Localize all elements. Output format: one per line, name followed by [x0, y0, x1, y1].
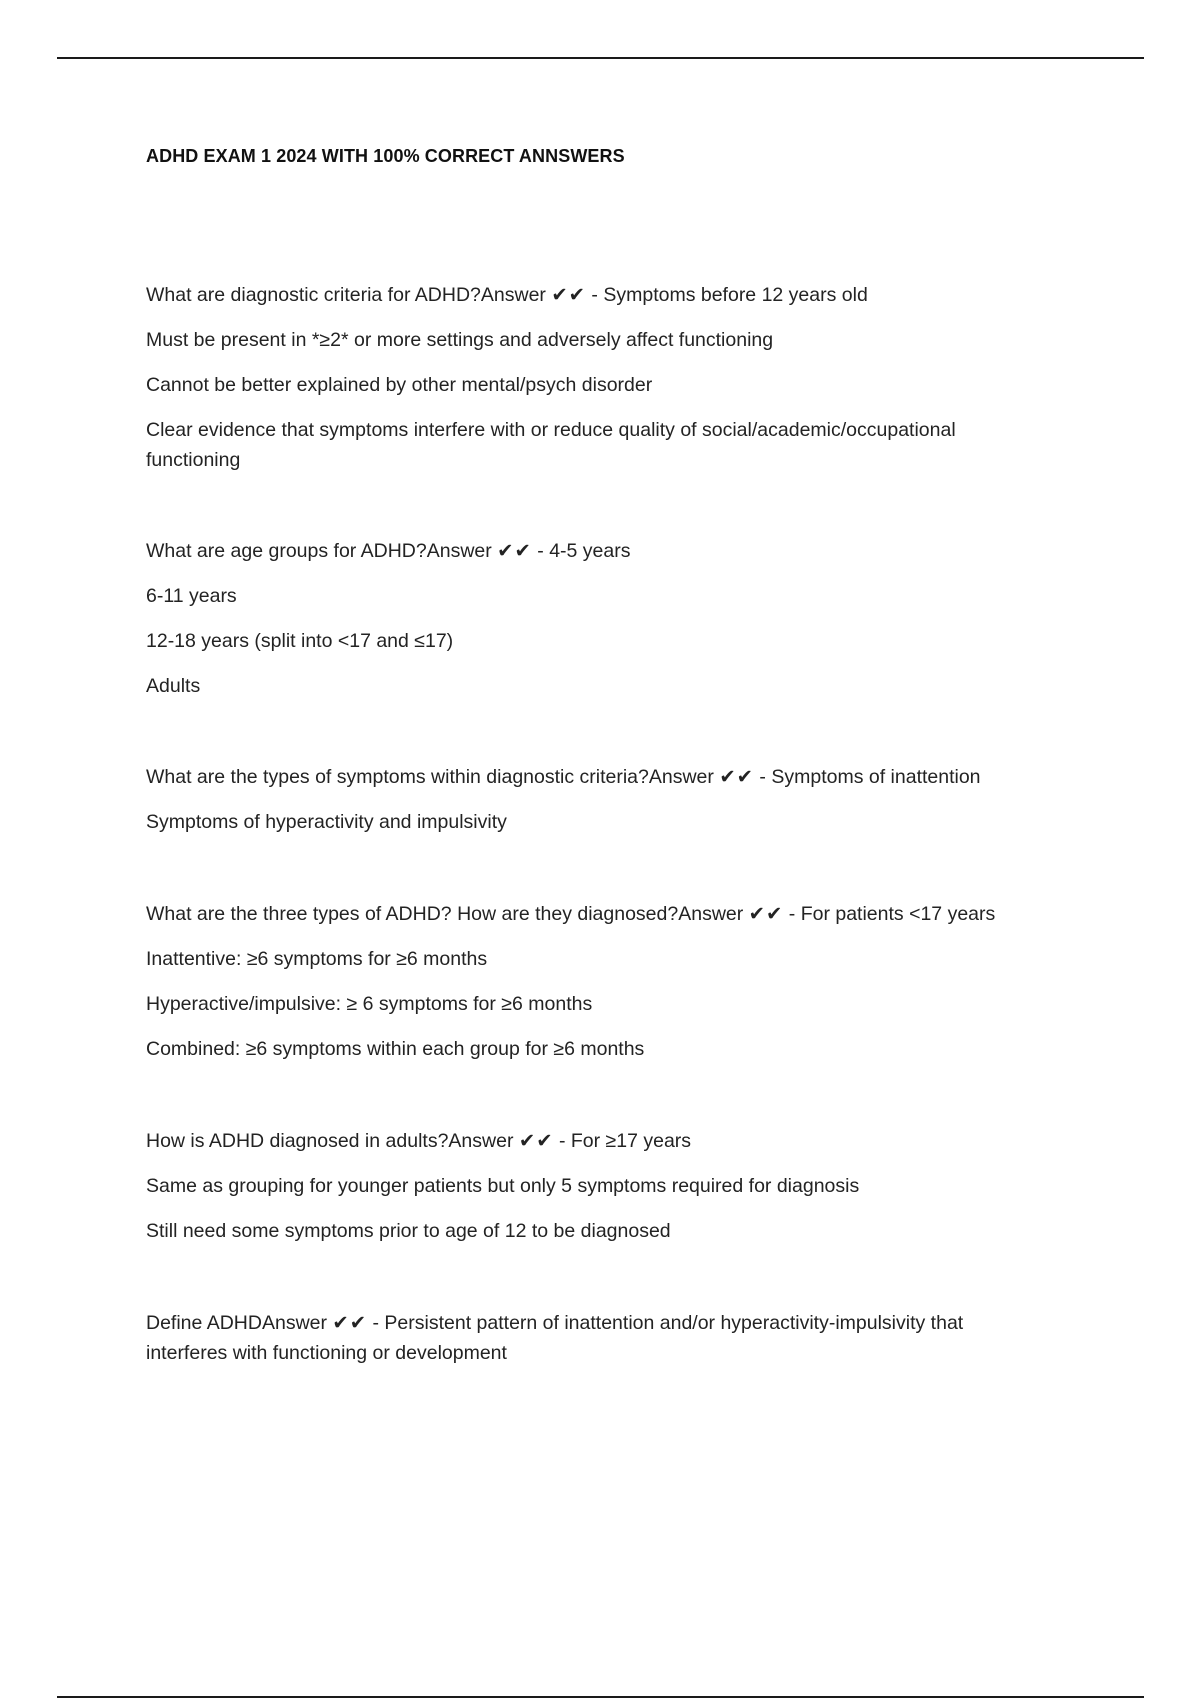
qa-block-age-groups [146, 536, 1046, 716]
answer-text: - Persistent pattern of inattention and/or hyperactivity-impulsivity that interferes with functioning or development [146, 1312, 964, 1364]
answer-detail: Hyperactive/impulsive: ≥ 6 symptoms for ≥6 months [146, 993, 593, 1015]
check-mark-icon: ✔✔ [719, 766, 755, 788]
answer-detail: Clear evidence that symptoms interfere with or reduce quality of social/academic/occupational functioning [146, 419, 956, 471]
answer-detail: Must be present in *≥2* or more settings and adversely affect functioning [146, 329, 774, 351]
answer-detail: Inattentive: ≥6 symptoms for ≥6 months [146, 948, 488, 970]
top-rule [57, 57, 1144, 59]
answer-detail: 6-11 years [146, 585, 237, 607]
question-text: What are age groups for ADHD?Answer [146, 540, 492, 562]
answer-text: - 4-5 years [531, 540, 631, 562]
check-mark-icon: ✔✔ [332, 1312, 368, 1334]
question-line [146, 536, 1046, 566]
answer-text: - Symptoms before 12 years old [586, 284, 868, 306]
answer-text: - For patients <17 years [783, 903, 996, 925]
question-line [146, 280, 1046, 310]
question-text: What are the types of symptoms within diagnostic criteria?Answer [146, 766, 714, 788]
question-text: What are the three types of ADHD? How are they diagnosed?Answer [146, 903, 744, 925]
bottom-rule [57, 1696, 1144, 1698]
check-mark-icon: ✔✔ [497, 540, 532, 562]
qa-block-adult-diagnosis [146, 1126, 1046, 1261]
answer-detail: Adults [146, 675, 201, 697]
qa-block-symptom-types [146, 762, 1046, 852]
question-line [146, 1308, 1046, 1368]
question-text: What are diagnostic criteria for ADHD?Answer [146, 284, 546, 306]
question-text: Define ADHDAnswer [146, 1312, 327, 1334]
answer-detail: Symptoms of hyperactivity and impulsivity [146, 811, 507, 833]
qa-block-diagnostic-criteria [146, 280, 1046, 490]
qa-block-three-types [146, 899, 1046, 1079]
question-line [146, 762, 1046, 792]
qa-block-define-adhd [146, 1308, 1046, 1383]
check-mark-icon: ✔✔ [518, 1130, 554, 1152]
question-line [146, 1126, 1046, 1156]
question-text: How is ADHD diagnosed in adults?Answer [146, 1130, 514, 1152]
question-line [146, 899, 1046, 929]
check-mark-icon: ✔✔ [551, 284, 587, 306]
document-title: ADHD EXAM 1 2024 WITH 100% CORRECT ANNSWERS [146, 146, 625, 166]
answer-text: - Symptoms of inattention [754, 766, 981, 788]
answer-detail: Same as grouping for younger patients but only 5 symptoms required for diagnosis [146, 1175, 860, 1197]
answer-detail: 12-18 years (split into <17 and ≤17) [146, 630, 454, 652]
answer-text: - For ≥17 years [553, 1130, 692, 1152]
answer-detail: Cannot be better explained by other mental/psych disorder [146, 374, 653, 396]
check-mark-icon: ✔✔ [748, 903, 784, 925]
answer-detail: Combined: ≥6 symptoms within each group for ≥6 months [146, 1038, 645, 1060]
answer-detail: Still need some symptoms prior to age of 12 to be diagnosed [146, 1220, 671, 1242]
